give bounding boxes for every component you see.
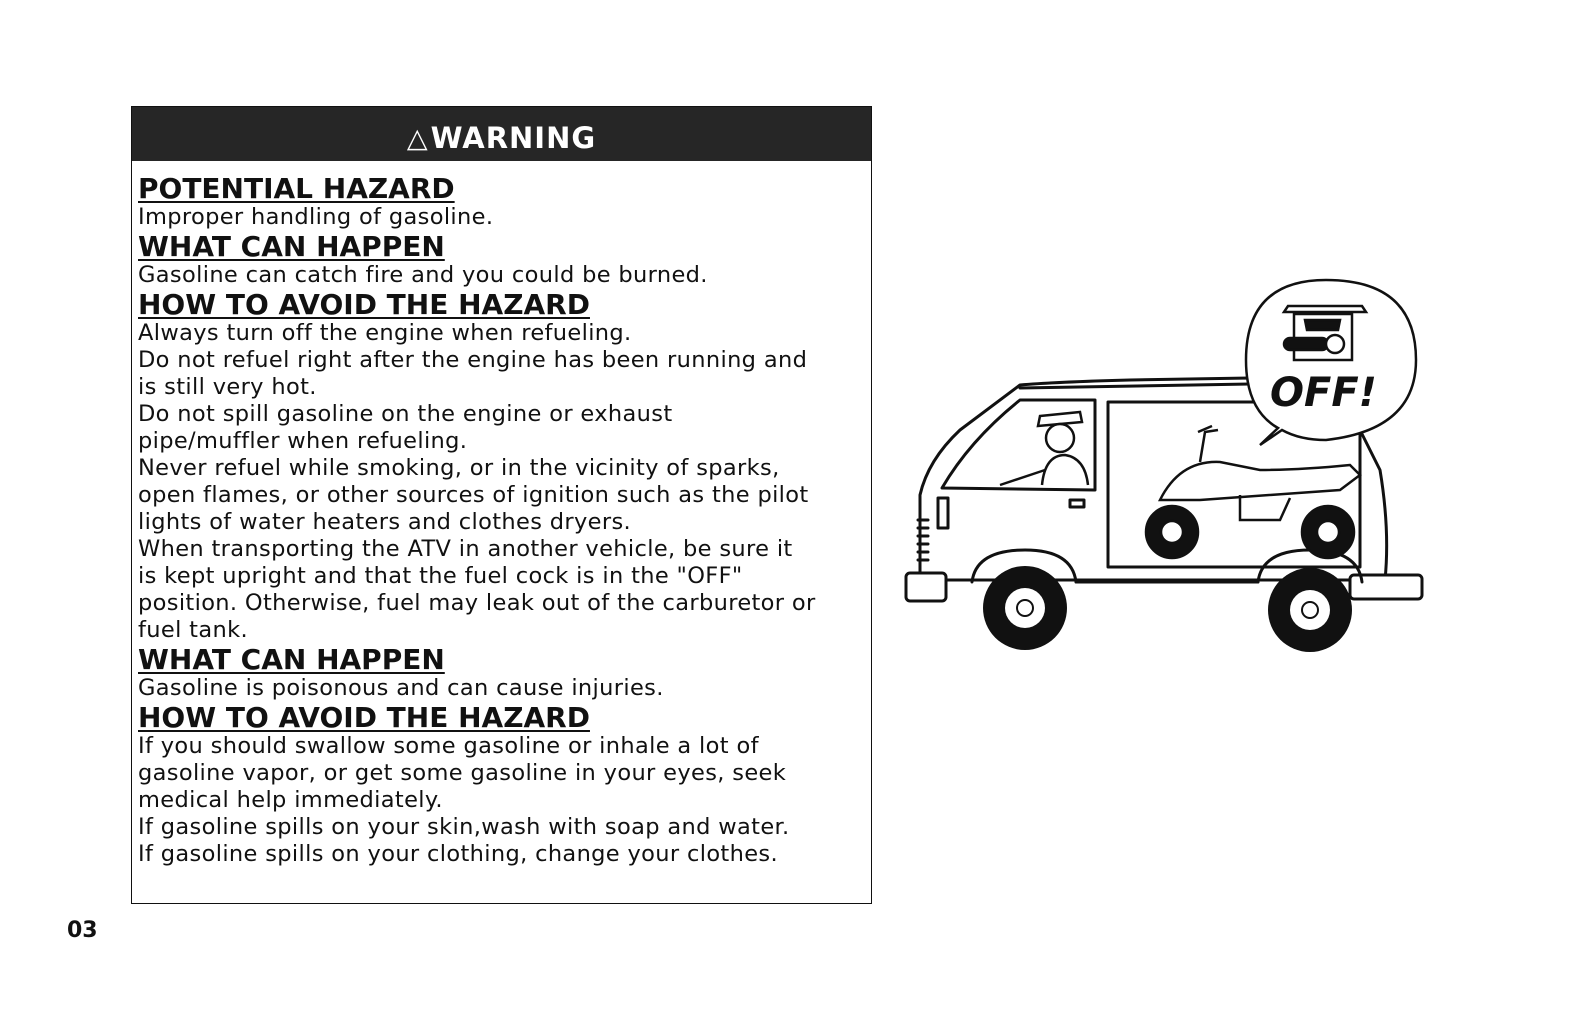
section-what-can-happen-poison xyxy=(138,644,865,702)
section-heading: POTENTIAL HAZARD xyxy=(138,172,455,205)
section-text: Gasoline can catch fire and you could be burned. xyxy=(138,262,708,288)
section-heading: HOW TO AVOID THE HAZARD xyxy=(138,701,590,734)
section-text: position. Otherwise, fuel may leak out of the carburetor or xyxy=(138,590,816,616)
section-text: fuel tank. xyxy=(138,617,248,643)
off-callout-text: OFF! xyxy=(1270,370,1377,416)
section-text: Always turn off the engine when refueling. xyxy=(138,320,632,346)
section-text: When transporting the ATV in another vehicle, be sure it xyxy=(138,536,793,562)
section-potential-hazard xyxy=(138,173,865,231)
section-text: If you should swallow some gasoline or inhale a lot of xyxy=(138,733,759,759)
van-transport-illustration xyxy=(880,270,1440,670)
page-number: 03 xyxy=(67,918,98,943)
section-text: Do not spill gasoline on the engine or exhaust xyxy=(138,401,673,427)
section-text: Never refuel while smoking, or in the vicinity of sparks, xyxy=(138,455,780,481)
section-how-to-avoid-poison xyxy=(138,702,865,868)
section-text: Gasoline is poisonous and can cause injuries. xyxy=(138,675,664,701)
warning-triangle-icon: △ xyxy=(406,122,429,154)
section-heading: HOW TO AVOID THE HAZARD xyxy=(138,288,590,321)
warning-content xyxy=(132,161,871,868)
warning-title: WARNING xyxy=(430,121,597,155)
section-text: If gasoline spills on your clothing, change your clothes. xyxy=(138,841,778,867)
section-text: Improper handling of gasoline. xyxy=(138,204,494,230)
warning-header xyxy=(132,107,871,161)
section-text: medical help immediately. xyxy=(138,787,443,813)
section-heading: WHAT CAN HAPPEN xyxy=(138,643,445,676)
section-heading: WHAT CAN HAPPEN xyxy=(138,230,445,263)
section-how-to-avoid-fire xyxy=(138,289,865,644)
section-what-can-happen-fire xyxy=(138,231,865,289)
section-text: If gasoline spills on your skin,wash with soap and water. xyxy=(138,814,790,840)
section-text: gasoline vapor, or get some gasoline in your eyes, seek xyxy=(138,760,787,786)
warning-box xyxy=(131,106,872,904)
section-text: is still very hot. xyxy=(138,374,317,400)
van-front-bumper xyxy=(906,573,946,601)
section-text: open flames, or other sources of ignition such as the pilot xyxy=(138,482,809,508)
section-text: Do not refuel right after the engine has been running and xyxy=(138,347,808,373)
section-text: lights of water heaters and clothes dryers. xyxy=(138,509,632,535)
section-text: pipe/muffler when refueling. xyxy=(138,428,468,454)
section-text: is kept upright and that the fuel cock is in the "OFF" xyxy=(138,563,743,589)
